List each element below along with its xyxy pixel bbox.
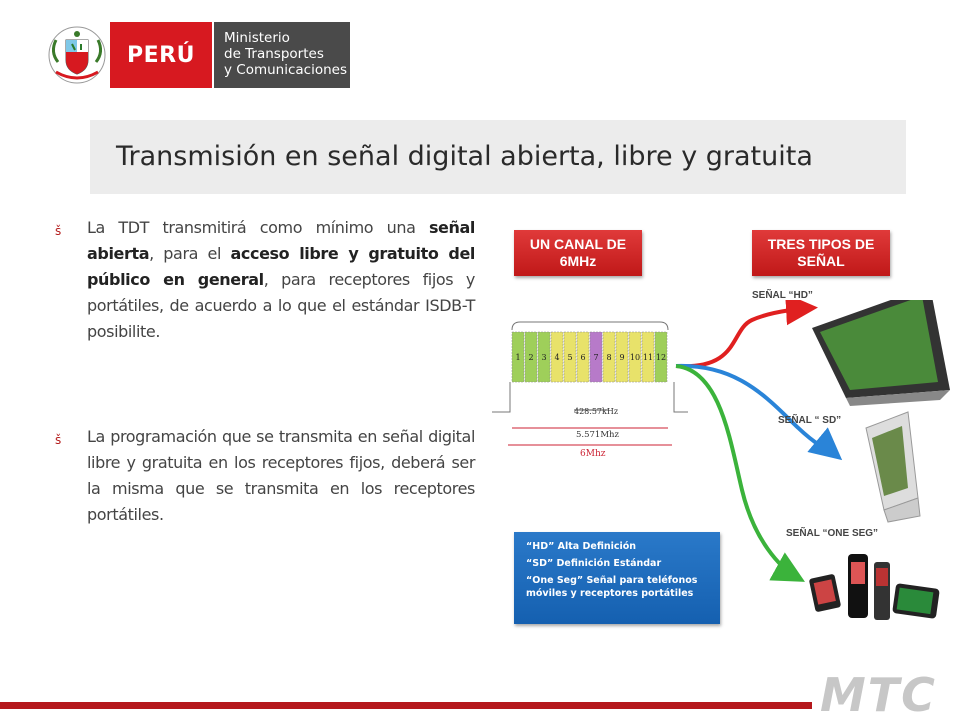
bullet-icon: š <box>55 224 62 238</box>
paragraph-text <box>87 424 475 528</box>
ministry-line-1: Ministerio <box>224 30 290 46</box>
paragraph-2 <box>55 424 475 528</box>
ministry-line-2: de Transportes <box>224 46 324 62</box>
segment-label: 11 <box>642 353 654 362</box>
signal-types-box: TRES TIPOS DE SEÑAL <box>752 230 890 276</box>
segment-label: 10 <box>629 353 641 362</box>
spectrum-bracket <box>512 322 668 330</box>
segments-group <box>512 332 667 382</box>
channel-box: UN CANAL DE 6MHz <box>514 230 642 276</box>
bullet-icon: š <box>55 433 62 447</box>
peru-coat-of-arms-icon <box>46 22 108 88</box>
total-measure-label: 6Mhz <box>580 449 606 459</box>
text-run: La TDT transmitirá como mínimo una <box>87 218 429 237</box>
segment-measure-label: 428.57kHz <box>574 407 619 416</box>
segment-label: 12 <box>655 353 667 362</box>
text-run: , para receptores fijos y portátiles, de acuerdo a lo que el estándar ISDB-T posibilite. <box>87 270 475 341</box>
title-bar <box>90 120 906 194</box>
signal-hd-label: SEÑAL “HD” <box>752 290 813 301</box>
mobile-devices-icon <box>809 554 940 620</box>
text-run: , para el <box>149 244 231 263</box>
legend-item-hd: “HD” Alta Definición <box>526 541 637 552</box>
signal-sd-label: SEÑAL “ SD” <box>778 415 842 426</box>
legend-item-sd: “SD” Definición Estándar <box>526 558 662 569</box>
hd-arrow <box>676 308 810 366</box>
signal-legend <box>514 532 720 624</box>
legend-item-oneseg: “One Seg” Señal para teléfonos móviles y receptores portátiles <box>526 575 698 599</box>
segment-label: 5 <box>567 353 573 362</box>
ministry-name <box>214 22 350 88</box>
paragraph-1 <box>55 215 475 345</box>
ministry-line-3: y Comunicaciones <box>224 62 348 78</box>
segment-label: 6 <box>580 353 586 362</box>
bold-text: señal abierta <box>87 218 475 263</box>
ministry-logo <box>46 22 350 88</box>
paragraph-text <box>87 215 475 345</box>
bold-text: acceso libre y gratuito del público en general <box>87 244 475 289</box>
hd-tv-icon <box>812 300 950 406</box>
segment-label: 9 <box>619 353 625 362</box>
segment-label: 2 <box>528 353 534 362</box>
segment-label: 7 <box>593 353 599 362</box>
signal-oneseg-label: SEÑAL “ONE SEG” <box>786 528 879 539</box>
peru-wordmark: PERÚ <box>110 22 212 88</box>
text-run: La programación que se transmita en señal digital libre y gratuita en los receptores fijos, deberá ser la misma que se transmita en los receptores portátiles. <box>87 427 475 524</box>
segment-label: 1 <box>515 353 521 362</box>
segment-label: 8 <box>606 353 612 362</box>
sd-tv-icon <box>866 412 920 522</box>
footer-line <box>0 702 812 709</box>
slide-title: Transmisión en señal digital abierta, libre y gratuita <box>116 141 813 172</box>
band-measure-label: 5.571Mhz <box>576 430 619 440</box>
segment-label: 3 <box>541 353 547 362</box>
mtc-brand: MTC <box>820 668 937 722</box>
segment-label: 4 <box>554 353 560 362</box>
